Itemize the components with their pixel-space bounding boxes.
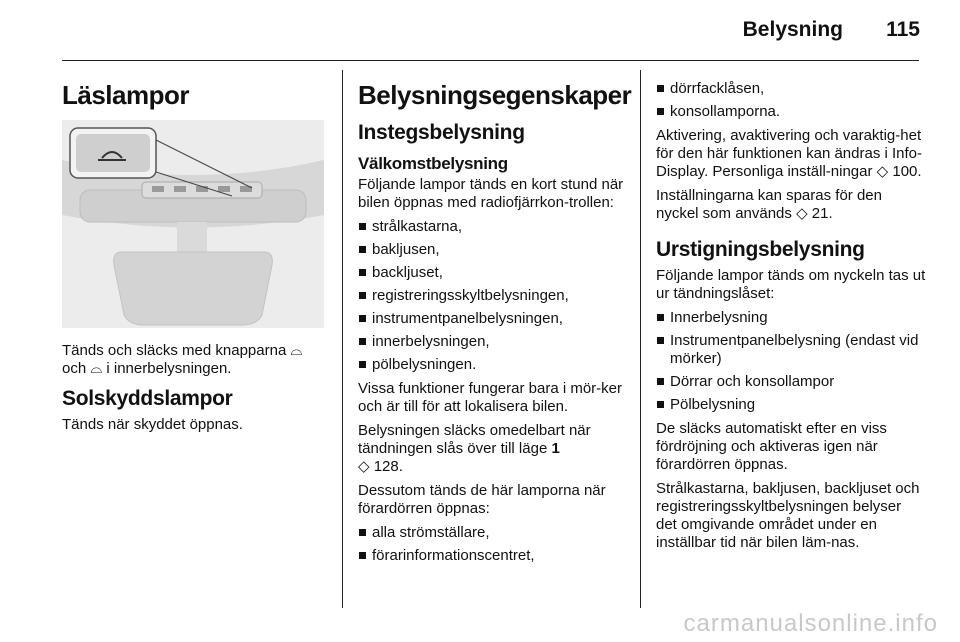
column-2: [358, 70, 632, 571]
list-item: backljuset,: [358, 264, 626, 282]
list-item: Innerbelysning: [656, 309, 926, 327]
list-item: Dörrar och konsollampor: [656, 373, 926, 391]
column-divider-2: [640, 70, 641, 608]
urstig-intro: Följande lampor tänds om nyckeln tas ut ur tändningslåset:: [656, 267, 926, 302]
reading-lamp-figure: [62, 120, 324, 328]
solskydd-text: Tänds när skyddet öppnas.: [62, 416, 243, 433]
position-value: 1: [551, 440, 560, 457]
heading-instegsbelysning: Instegsbelysning: [358, 121, 525, 144]
header-divider: [62, 60, 919, 61]
laslampor-text: Tänds och släcks med knapparna ⌓ och ⌓ i innerbelysningen.: [62, 342, 303, 377]
valkomst-list: [358, 218, 626, 374]
watermark: carmanualsonline.info: [683, 610, 938, 637]
paragraph-morker: Vissa funktioner fungerar bara i mör-ker och är till för att lokalisera bilen.: [358, 380, 623, 415]
page-number: 115: [886, 18, 920, 41]
list-item: registreringsskyltbelysningen,: [358, 287, 626, 305]
list-item: pölbelysningen.: [358, 356, 626, 374]
list-item: konsollamporna.: [656, 103, 926, 121]
list-item: alla strömställare,: [358, 524, 626, 542]
column-divider-1: [342, 70, 343, 608]
header-title: Belysning: [742, 18, 843, 41]
heading-valkomstbelysning: Välkomstbelysning: [358, 154, 508, 173]
paragraph-forardorren: Dessutom tänds de här lamporna när förardörren öppnas:: [358, 482, 606, 517]
page-reference: ◇ 128.: [358, 458, 403, 475]
paragraph-nyckel: Inställningarna kan sparas för den nyckel som används ◇ 21.: [656, 187, 882, 222]
list-item: förarinformationscentret,: [358, 547, 626, 565]
reading-lamp-illustration: [62, 120, 324, 328]
list-item: bakljusen,: [358, 241, 626, 259]
list-item: innerbelysningen,: [358, 333, 626, 351]
column-1: [62, 70, 330, 440]
section-title-laslampor: Läslampor: [62, 80, 189, 110]
column-3: [656, 70, 926, 558]
section-title-belysningsegenskaper: Belysningsegenskaper: [358, 80, 632, 110]
urstig-list: [656, 309, 926, 414]
paragraph-slacks: De släcks automatiskt efter en viss fördröjning och aktiveras igen när förardörren öppnas.: [656, 420, 887, 473]
heading-solskyddslampor: Solskyddslampor: [62, 387, 233, 410]
paragraph-stralkastarna: Strålkastarna, bakljusen, backljuset och registreringsskyltbelysningen belyser det omgivande området under en inställbar tid när bilen läm-nas.: [656, 480, 920, 551]
valkomst-intro: Följande lampor tänds en kort stund när bilen öppnas med radiofjärrkon-trollen:: [358, 176, 624, 211]
list-item: instrumentpanelbelysningen,: [358, 310, 626, 328]
list-item: Instrumentpanelbelysning (endast vid mörker): [656, 332, 926, 368]
list-item: dörrfacklåsen,: [656, 80, 926, 98]
heading-urstigningsbelysning: Urstigningsbelysning: [656, 238, 865, 261]
list-item: Pölbelysning: [656, 396, 926, 414]
paragraph-aktivering: Aktivering, avaktivering och varaktig-het för den här funktionen kan ändras i Info-Display. Personliga inställ-ningar ◇ 100.: [656, 127, 923, 180]
continued-list: [656, 80, 926, 121]
page-header: [0, 0, 960, 62]
list-item: strålkastarna,: [358, 218, 626, 236]
forardorr-list: [358, 524, 626, 565]
paragraph-tandning: Belysningen släcks omedelbart när tändningen slås över till läge 1 ◇ 128.: [358, 422, 591, 475]
